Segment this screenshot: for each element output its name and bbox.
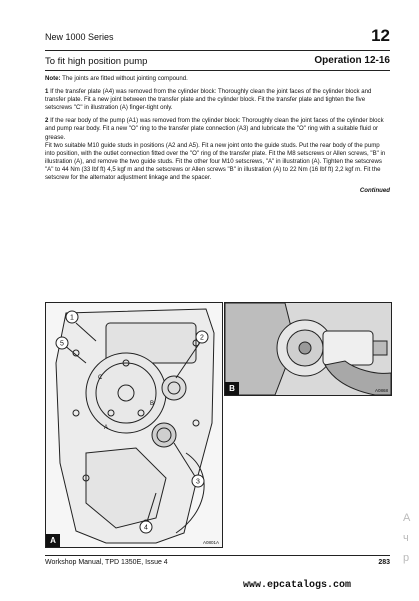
illustration-b-code: A0868 — [374, 388, 388, 393]
step-2-continued: Fit two suitable M10 guide studs in positions (A2 and A5). Fit a new joint onto the guide studs. Put the rear body of the pump into position, with the outlet connection fitted over the "O" ring of the transfer plate. Fit the M8 setscrews or Allen screws, "B" in illustration (A), and remove the two guide studs. Fit the other four M10 setscrews, "A" in illustration (A). Tighten the setscrews "A" to 44 Nm (33 lbf ft) 4,5 kgf m and the setscrews or Allen screws "B" in illustration (A) to 22 Nm (16 lbf ft) 2,2 kgf m. Fit the setscrew for the alternator adjustment linkage and the spacer. — [45, 141, 386, 182]
note-text: The joints are fitted without jointing compound. — [62, 75, 188, 82]
letter-c: C — [98, 375, 103, 381]
letter-b: B — [150, 401, 155, 407]
instruction-body — [45, 75, 390, 195]
step-2-number: 2 — [45, 117, 49, 125]
step-2 — [45, 117, 390, 141]
illustration-b-tag: B — [225, 382, 239, 395]
callout-5: 5 — [60, 340, 64, 348]
illustration-b — [224, 302, 392, 396]
chapter-number: 12 — [371, 26, 390, 45]
side-glyphs — [403, 508, 417, 568]
operation-number: Operation 12-16 — [314, 55, 390, 66]
callout-2: 2 — [200, 334, 204, 342]
step-1-text: If the transfer plate (A4) was removed from the cylinder block: Thoroughly clean the joint faces of the cylinder block and transfer plate. Fit a new joint between the transfer plate and the cylinder block. Fit the transfer plate and tighten the five setscrews "C" in illustration (A) finger-tight only. — [45, 88, 372, 112]
illustration-a-drawing — [46, 303, 222, 547]
callout-1: 1 — [70, 314, 74, 322]
step-1 — [45, 88, 390, 112]
section-title: To fit high position pump — [45, 56, 148, 67]
header-rule — [45, 50, 390, 51]
callout-3: 3 — [196, 478, 200, 486]
illustration-a-code: A0801A — [202, 540, 219, 545]
illustration-b-drawing — [225, 303, 391, 395]
side-glyph: р — [403, 552, 410, 564]
step-2-text: If the rear body of the pump (A1) was removed from the cylinder block: Thoroughly clean the joint faces of the cylinder block and pump rear body. Fit a new "O" ring to the transfer plate connection (A3) and lubricate the "O" ring with a suitable fluid or grease. — [45, 117, 384, 141]
illustration-a-tag: A — [46, 534, 60, 547]
illustration-a — [45, 302, 223, 548]
step-1-number: 1 — [45, 88, 49, 96]
manual-reference: Workshop Manual, TPD 1350E, Issue 4 — [45, 559, 168, 566]
watermark-link[interactable]: www.epcatalogs.com — [243, 580, 352, 591]
page-footer — [45, 555, 390, 568]
section-header — [45, 55, 390, 69]
page-header — [45, 26, 390, 48]
letter-a: A — [104, 425, 109, 431]
side-glyph: A — [403, 512, 411, 524]
continued-label: Continued — [359, 187, 390, 195]
callout-4: 4 — [144, 524, 148, 532]
note-paragraph — [45, 75, 390, 83]
series-title: New 1000 Series — [45, 32, 114, 42]
section-rule — [45, 70, 390, 71]
page-number: 283 — [378, 559, 390, 566]
note-label: Note: — [45, 75, 61, 82]
side-glyph: ч — [403, 532, 409, 544]
